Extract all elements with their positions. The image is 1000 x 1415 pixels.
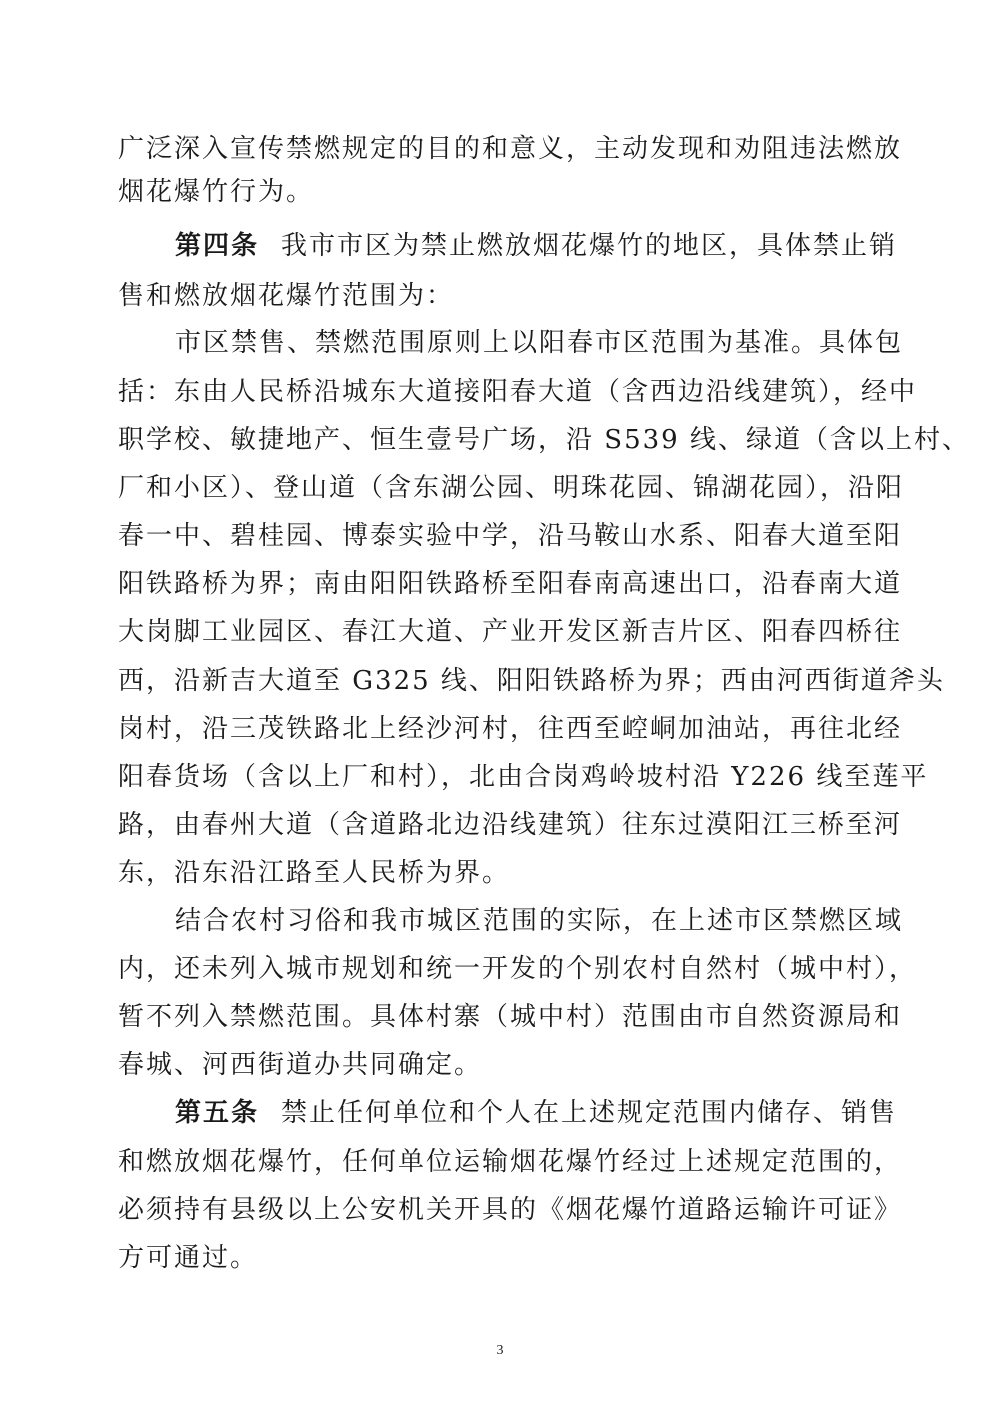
text-line: 春一中、碧桂园、博泰实验中学，沿马鞍山水系、阳春大道至阳 [118,521,903,551]
article-5-heading-line [175,1093,898,1133]
text-line: 东，沿东沿江路至人民桥为界。 [118,858,511,888]
page-number: 3 [496,1343,504,1358]
text-line: 禁止任何单位和个人在上述规定范围内储存、销售 [281,1098,898,1128]
article-4-heading-line [175,226,898,266]
text-line: 路，由春州大道（含道路北边沿线建筑）往东过漠阳江三桥至河 [118,810,903,840]
text-line: 厂和小区）、登山道（含东湖公园、明珠花园、锦湖花园），沿阳 [118,473,905,503]
text-line: 和燃放烟花爆竹，任何单位运输烟花爆竹经过上述规定范围的， [118,1147,903,1177]
text-line: 暂不列入禁燃范围。具体村寨（城中村）范围由市自然资源局和 [118,1002,903,1032]
text-line: 结合农村习俗和我市城区范围的实际，在上述市区禁燃区域 [175,906,904,936]
text-line: 广泛深入宣传禁燃规定的目的和意义，主动发现和劝阻违法燃放 [118,134,903,164]
text-line: 我市市区为禁止燃放烟花爆竹的地区，具体禁止销 [281,231,898,261]
text-line: 内，还未列入城市规划和统一开发的个别农村自然村（城中村）， [118,954,918,984]
article-label: 第五条 [175,1098,260,1128]
text-line: 市区禁售、禁燃范围原则上以阳春市区范围为基准。具体包 [175,328,904,358]
text-line: 阳春货场（含以上厂和村），北由合岗鸡岭坡村沿 Y226 线至莲平 [118,762,929,792]
text-line: 西，沿新吉大道至 G325 线、阳阳铁路桥为界；西由河西街道斧头 [118,666,945,696]
text-line: 括：东由人民桥沿城东大道接阳春大道（含西边沿线建筑），经中 [118,377,918,407]
text-line: 职学校、敏捷地产、恒生壹号广场，沿 S539 线、绿道（含以上村、 [118,425,970,455]
text-line: 阳铁路桥为界；南由阳阳铁路桥至阳春南高速出口，沿春南大道 [118,569,903,599]
text-line: 售和燃放烟花爆竹范围为： [118,281,455,311]
text-line: 大岗脚工业园区、春江大道、产业开发区新吉片区、阳春四桥往 [118,617,903,647]
text-line: 烟花爆竹行为。 [118,177,315,207]
article-label: 第四条 [175,231,260,261]
text-line: 春城、河西街道办共同确定。 [118,1050,483,1080]
text-line: 方可通过。 [118,1243,259,1273]
text-line: 必须持有县级以上公安机关开具的《烟花爆竹道路运输许可证》 [118,1195,903,1225]
text-line: 岗村，沿三茂铁路北上经沙河村，往西至崆峒加油站，再往北经 [118,714,903,744]
